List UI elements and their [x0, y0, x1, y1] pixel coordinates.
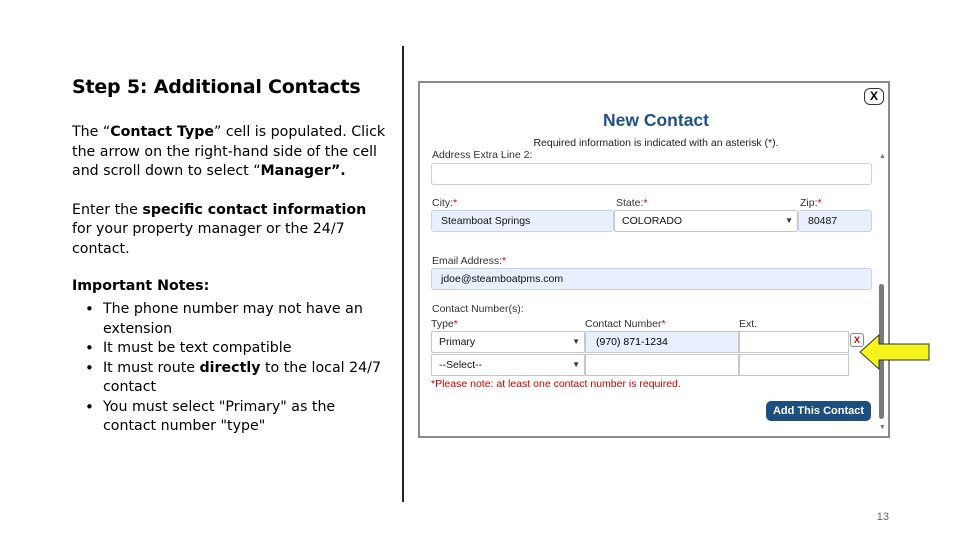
dialog-title: New Contact — [603, 110, 709, 130]
close-icon[interactable]: X — [864, 88, 884, 105]
vertical-divider — [402, 46, 404, 502]
note-item: • The phone number may not have an extension — [72, 300, 387, 339]
bold-text: specific contact information — [142, 201, 367, 218]
required-star: * — [643, 197, 648, 209]
contact-number-input[interactable] — [585, 354, 739, 376]
ext-input[interactable] — [739, 354, 849, 376]
contact-number-warning: *Please note: at least one contact number is required. — [431, 378, 681, 390]
required-star: * — [502, 255, 507, 267]
chevron-down-icon: ▼ — [572, 337, 580, 346]
chevron-down-icon: ▼ — [785, 216, 793, 225]
new-contact-dialog — [418, 81, 890, 438]
page-number: 13 — [876, 511, 889, 523]
notes-list — [72, 300, 387, 437]
bold-text: Manager”. — [260, 163, 346, 179]
instruction-paragraph-1 — [72, 123, 387, 182]
scroll-up-icon[interactable]: ▲ — [879, 153, 886, 160]
bold-text: directly — [199, 359, 261, 376]
contact-type-value: Primary — [439, 336, 476, 348]
text: ” cell is populated. Click the arrow on the right-hand side of the cell and scroll down to select “ — [72, 124, 386, 179]
contact-type-value: --Select-- — [439, 359, 483, 371]
step-title: Step 5: Additional Contacts — [72, 76, 361, 98]
state-value: COLORADO — [622, 215, 683, 227]
delete-icon[interactable]: X — [850, 333, 864, 347]
dialog-scrollbar[interactable] — [876, 151, 888, 431]
email-label — [432, 255, 506, 267]
contact-type-select[interactable] — [431, 331, 585, 353]
yellow-arrow-icon — [858, 333, 932, 371]
email-input[interactable]: jdoe@steamboatpms.com — [431, 268, 872, 290]
slide-text — [72, 76, 387, 437]
label-text: Zip: — [800, 197, 818, 209]
scroll-down-icon[interactable]: ▼ — [879, 424, 886, 431]
required-star: * — [661, 318, 666, 330]
ext-header: Ext. — [739, 318, 758, 330]
label-text: City: — [432, 197, 453, 209]
note-item: • You must select "Primary" as the contact number "type" — [72, 398, 387, 437]
state-label — [616, 197, 648, 209]
contact-number-input[interactable]: (970) 871-1234 — [585, 331, 739, 353]
add-contact-button[interactable]: Add This Contact — [766, 401, 871, 421]
contact-number-header — [585, 318, 666, 330]
zip-input[interactable]: 80487 — [798, 210, 872, 232]
text: The “ — [72, 124, 111, 140]
label-text: Type — [431, 318, 454, 330]
notes-title: Important Notes: — [72, 278, 210, 294]
required-star: * — [453, 318, 458, 330]
text: Enter the — [72, 201, 143, 218]
ext-input[interactable] — [739, 331, 849, 353]
zip-label — [800, 197, 822, 209]
address2-label: Address Extra Line 2: — [432, 149, 533, 161]
text: to the local 24/7 contact — [103, 359, 381, 395]
bold-text: Contact Type — [110, 124, 215, 140]
required-note: Required information is indicated with an asterisk (*). — [533, 137, 779, 149]
required-star: * — [817, 197, 822, 209]
instruction-paragraph-2 — [72, 201, 387, 260]
text: for your property manager or the 24/7 contact. — [72, 221, 345, 257]
required-star: * — [453, 197, 458, 209]
text: It must route — [103, 359, 200, 376]
city-input[interactable]: Steamboat Springs — [431, 210, 614, 232]
note-item — [72, 359, 387, 398]
chevron-down-icon: ▼ — [572, 360, 580, 369]
city-label — [432, 197, 457, 209]
label-text: Contact Number — [585, 318, 662, 330]
label-text: State: — [616, 197, 644, 209]
contact-numbers-label: Contact Number(s): — [432, 303, 524, 315]
note-item: • It must be text compatible — [72, 339, 387, 359]
state-select[interactable] — [614, 210, 798, 232]
type-header — [431, 318, 458, 330]
contact-type-select[interactable] — [431, 354, 585, 376]
label-text: Email Address: — [432, 255, 503, 267]
address2-input[interactable] — [431, 163, 872, 185]
